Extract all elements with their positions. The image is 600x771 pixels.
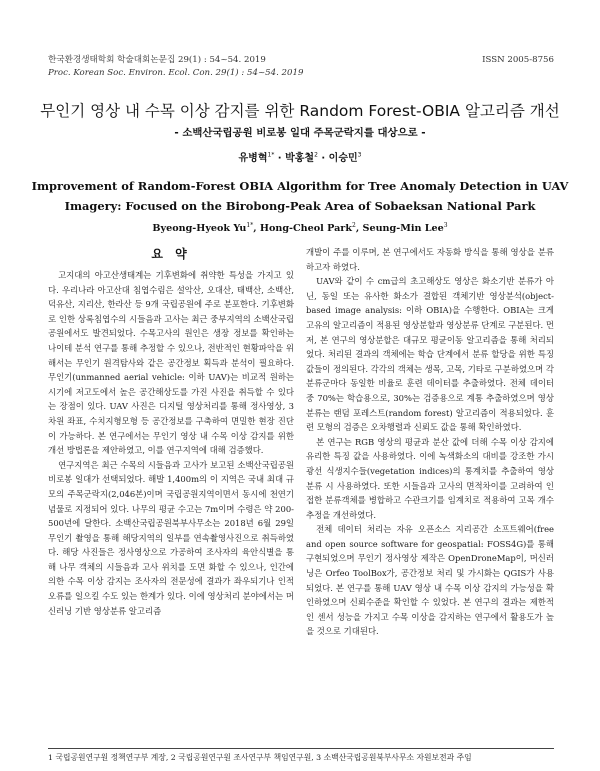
journal-header [48,54,554,80]
abstract-heading: 요 약 [151,247,191,261]
footnote-affiliations: 1 국립공원연구원 정책연구부 계장, 2 국립공원연구원 조사연구부 책임연구원, 3 소백산국립공원북부사무소 자원보전과 주임 [48,753,472,762]
author-2-name-en: Hong-Cheol Park [259,223,353,235]
abstract-paragraph: 연구지역은 최근 수목의 시들음과 고사가 보고된 소백산국립공원 비로봉 일대가 선택되었다. 해발 1,400m의 이 지역은 국내 최대 규모의 주목군락지(2,046본)이며 국립공원지역이면서 동시에 천연기념물로 지정되어 있다. 나무의 평균 수고는 7m이며 수령은 약 200-500년에 달한다. 소백산국립공원북부사무소는 2018년 6월 29일 무인기 촬영을 통해 해당지역의 일부를 연속촬영사진으로 취득하였다. 해당 사진들은 정사영상으로 가공하여 조사자의 육안식별을 통해 나무 객체의 시들음과 고사 위치를 도면 화할 수 있으나, 인간에 의한 수목 이상 감지는 조사자의 전문성에 결과가 좌우되기나 인적오류를 일으킬 수도 있는 한계가 있다. 이에 영상처리 분야에서는 머신러닝 기반 영상분류 알고리즘 [48,459,294,616]
author-3-affil-en: 3 [443,222,448,229]
author-1-name-en: Byeong-Hyeok Yu [152,223,247,235]
paper-title-en-line-2: Imagery: Focused on the Birobong-Peak Area of Sobaeksan National Park [64,199,536,213]
authors-ko [20,149,580,164]
paper-title-en [20,176,580,216]
journal-citation-en: Proc. Korean Soc. Environ. Ecol. Con. 29(1) : 54~54. 2019 [48,68,304,78]
author-1-name: 유병혁 [238,153,268,164]
author-separator-en: , [253,223,260,235]
author-separator-en: , [355,223,363,235]
abstract-paragraph: 개발이 주를 이루며, 본 연구에서도 자동화 방식을 통해 영상을 분류하고자 하였다. [306,247,554,272]
author-1-affil: 1* [267,151,275,159]
abstract-right-column [306,245,554,639]
journal-citation-ko: 한국환경생태학회 학술대회논문집 29(1) : 54~54. 2019 [48,55,266,65]
author-separator: · [274,153,286,164]
paper-subtitle-ko: - 소백산국립공원 비로봉 일대 주목군락지를 대상으로 - [174,127,426,139]
abstract-paragraph: UAV와 같이 수 cm급의 초고해상도 영상은 화소기반 분류가 아닌, 동일 또는 유사한 화소가 결합된 객체기반 영상분석(object-based image analysis: 이하 OBIA)을 수행한다. OBIA는 크게 고유의 알고리즘이 적용된 영상분할과 영상분류 단계로 구분된다. 먼저, 본 연구의 영상분할은 대규모 평균이동 알고리즘을 통해 처리되었다. 처리된 결과의 객체에는 학습 단계에서 분류 할당을 위한 특징 값들이 정의된다. 각각의 객체는 생목, 고목, 기타로 구분하였으며 각 분류군마다 동일한 비율로 훈련 데이터를 추출하였다. 전체 데이터 중 70%는 학습용으로, 30%는 검증용으로 계통 추출하였으며 영상 분류는 랜덤 포레스트(random forest) 알고리즘이 적용되었다. 훈련 모형의 검증은 오차행렬과 신뢰도 값을 통해 확인하였다. [306,276,554,433]
abstract-paragraph: 본 연구는 RGB 영상의 평균과 분산 값에 더해 수목 이상 감지에 유리한 특징 값을 사용하였다. 이에 녹색화소의 대비를 강조한 가시광선 식생지수들(vegetation indices)의 통계치를 추출하여 영상분류 시 사용하였다. 또한 시들음과 고사의 면적차이를 고려하여 인접한 분류객체를 병합하고 수관크기를 임계치로 적용하여 고목 개수 추정을 개선하였다. [306,436,554,520]
footnote-rule [48,748,554,749]
author-3-name: 이승민 [328,153,358,164]
abstract-left-column [48,268,294,618]
paper-title-en-line-1: Improvement of Random-Forest OBIA Algorithm for Tree Anomaly Detection in UAV [31,179,569,193]
author-2-name: 박홍철 [285,153,315,164]
author-1-affil-en: 1* [246,222,254,229]
abstract-paragraph: 전체 데이터 처리는 자유 오픈소스 지리공간 소프트웨어(free and open source software for geospatial: FOSS4G)를 통해 구현되었으며 무인기 정사영상 제작은 OpenDroneMap이, 머신러닝은 Orfeo ToolBox가, 공간정보 처리 및 가시화는 QGIS가 사용되었다. 본 연구를 통해 UAV 영상 내 수목 이상 감지의 가능성을 확인하였으며 신뢰수준을 확인할 수 있었다. 본 연구의 결과는 제한적인 센서 성능을 가지고 수목 이상을 감지하는 연구에서 활용도가 높을 것으로 기대된다. [306,524,554,637]
author-2-affil: 2 [314,151,318,159]
abstract-paragraph: 고지대의 아고산생태계는 기후변화에 취약한 특성을 가지고 있다. 우리나라 아고산대 침엽수림은 설악산, 오대산, 태백산, 소백산, 덕유산, 지리산, 한라산 등 9개 국립공원에 주로 분포한다. 기후변화로 인한 상록침엽수의 시들음과 고사는 최근 중부지역의 소백산국립공원에서도 발견되었다. 수목고사의 원인은 생장 정보를 확인하는 나이테 분석 연구를 통해 추정할 수 있으나, 전반적인 현황파악을 위해서는 무인기 원격탐사와 같은 공간정보 획득과 분석이 필요하다. 무인기(unmanned aerial vehicle: 이하 UAV)는 비교적 원하는 시기에 저고도에서 높은 공간해상도를 가진 사진을 취득할 수 있다는 장점이 있다. UAV 사진은 디지털 영상처리를 통해 정사영상, 3차원 좌표, 수치지형모형 등 공간정보를 구축하여 면밀한 현장 진단이 가능하다. 본 연구에서는 무인기 영상 내 수목 이상 감지를 위한 개선 방법론을 제안하였고, 이를 연구지역에 대해 검증했다. [48,270,294,456]
author-3-affil: 3 [357,151,362,159]
issn: ISSN 2005-8756 [482,55,554,65]
authors-en [20,222,580,234]
author-separator: · [317,153,329,164]
author-2-affil-en: 2 [352,222,356,229]
paper-title-ko: 무인기 영상 내 수목 이상 감지를 위한 Random Forest-OBIA 알고리즘 개선 [40,102,560,120]
author-3-name-en: Seung-Min Lee [362,223,444,235]
